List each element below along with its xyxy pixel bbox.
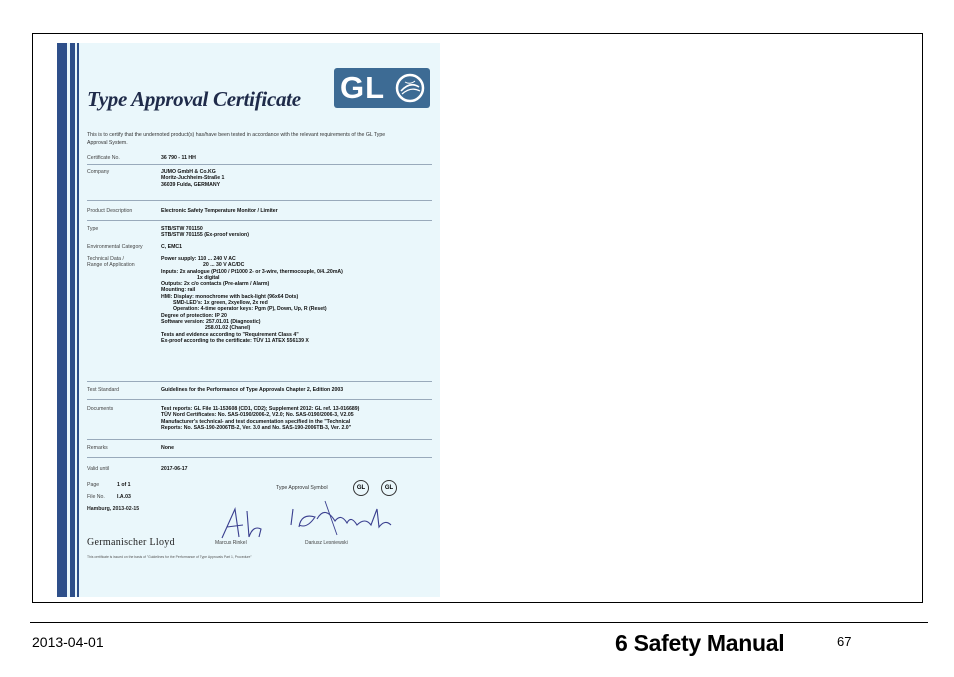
gl-approval-symbol: GL (353, 480, 369, 496)
field-value: Electronic Safety Temperature Monitor / Limiter (161, 208, 278, 214)
signature-rinkel (217, 503, 277, 543)
field-label: Documents (87, 406, 114, 412)
globe-icon (395, 73, 425, 103)
certificate-stripe (57, 43, 67, 597)
field-label: File No. (87, 494, 105, 500)
field-value: STB/STW 701150 STB/STW 701155 (Ex-proof version) (161, 226, 249, 239)
page-number: 67 (837, 634, 852, 649)
field-label: Product Description (87, 208, 133, 214)
divider (87, 457, 432, 458)
field-label: Remarks (87, 445, 108, 451)
divider (87, 164, 432, 165)
signatory-name: Marcus Rinkel (215, 540, 247, 546)
certificate-title: Type Approval Certificate (87, 87, 301, 111)
organization-name: Germanischer Lloyd (87, 537, 175, 548)
field-label: Certificate No. (87, 155, 120, 161)
divider (87, 381, 432, 382)
field-value: C, EMC1 (161, 244, 183, 250)
field-label: Company (87, 169, 110, 175)
divider (87, 200, 432, 201)
field-value: 36 790 - 11 HH (161, 155, 196, 161)
gl-logo (334, 68, 430, 108)
certificate-footnote: This certificate is issued on the basis of "Guidelines for the Performance of Type Approvals Part 1, Procedure" (87, 555, 252, 559)
field-value: 1 of 1 (117, 482, 131, 488)
field-label: Technical Data / Range of Application (87, 256, 135, 269)
gl-logo-text: GL (340, 70, 386, 105)
gl-ex-approval-symbol: GL (381, 480, 397, 496)
field-label: Environmental Category (87, 244, 143, 250)
field-value: 2017-06-17 (161, 466, 188, 472)
certificate-stripe (77, 43, 79, 597)
divider (87, 220, 432, 221)
certificate-stripe (70, 43, 75, 597)
field-label: Type (87, 226, 99, 232)
field-label: Test Standard (87, 387, 120, 393)
field-value: None (161, 445, 174, 451)
divider (87, 439, 432, 440)
certificate-intro: This is to certify that the undernoted product(s) has/have been tested in accordance with the relevant requirements of the GL Type Approval System. (87, 132, 386, 146)
footer-section-title: 6 Safety Manual (615, 630, 785, 656)
field-value: Test reports: GL File 11-153608 (CD1, CD2); Supplement 2012: GL ref. 13-016689) TÜV Nord Certificates: No. SAS-0190/2006-2, V2.0; No. SAS-0190/2006-3, V2.05 Manufacturer's technical- and test documentation specified in the "Technical Reports: No. SAS-190-2006TB-2, Ver. 3.0 and No. SAS-190-2006TB-3, Ver. 2.0" (161, 406, 360, 431)
divider (87, 399, 432, 400)
field-value: Power supply: 110 ... 240 V AC 20 ... 30 V AC/DC Inputs: 2x analogue (Pt100 / Pt1000 2- or 3-wire, thermocouple, 0/4..20mA) 1x digital Outputs: 2x c/o contacts (Pre-alarm / Alarm) Mounting: rail HMI: Display: monochrome with back-light (96x64 Dots) SMD-LED's: 1x green, 2xyellow, 2x red Operation: 4-time operator keys: Pgm (P), Down, Up, R (Reset) Degree of protection: IP 20 Software version: 257.01.01 (Diagnostic) 258.01.02 (Chanel) Tests and evidence according to "Requirement Class 4" Ex-proof according to the certificate: TÜV 11 ATEX 556139 X (161, 256, 343, 344)
signature-lesniewski (285, 495, 397, 539)
field-value: Guidelines for the Performance of Type Approvals Chapter 2, Edition 2003 (161, 387, 344, 393)
place-date: Hamburg, 2013-02-15 (87, 506, 140, 512)
type-approval-symbol-label: Type Approval Symbol (276, 485, 328, 491)
footer-date: 2013-04-01 (32, 634, 104, 650)
footer-rule (30, 622, 928, 623)
certificate-image (57, 43, 440, 597)
field-value: JUMO GmbH & Co.KG Moritz-Juchheim-Straße 1 36039 Fulda, GERMANY (161, 169, 225, 188)
field-label: Valid until (87, 466, 110, 472)
field-value: I.A.03 (117, 494, 131, 500)
signatory-name: Dariusz Lesniewski (305, 540, 348, 546)
field-label: Page (87, 482, 100, 488)
